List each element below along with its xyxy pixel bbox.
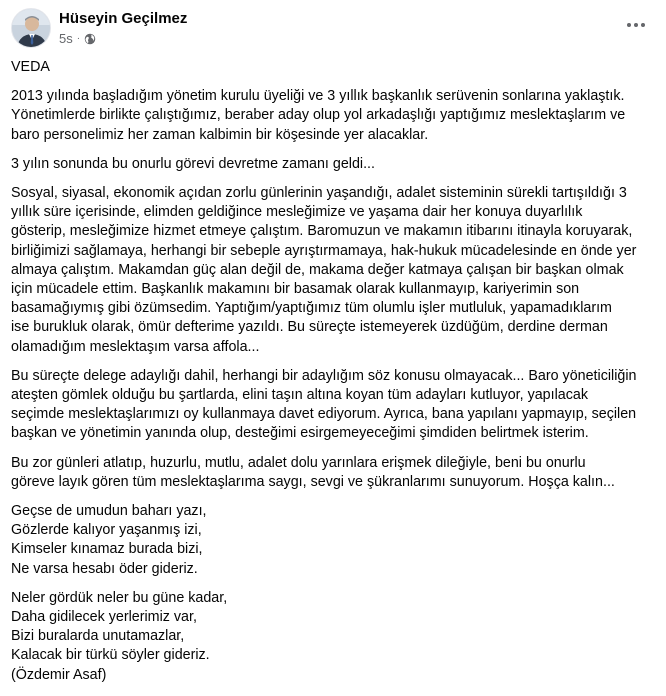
post-text-line: VEDA <box>11 59 50 75</box>
post-text-line: Bu zor günleri atlatıp, huzurlu, mutlu, adalet dolu yarınlara erişmek dileğiyle, beni bu onurlu <box>11 454 586 471</box>
post-text-line: ateşten gömlek olduğu bu şartlarda, elini taşın altına koyan tüm adayları kutluyor, yapılacak <box>11 387 588 404</box>
post-text-line: seçimde meslektaşlarımızı oy kullanmaya davet ediyorum. Ayrıca, bana yapılanı yapmayıp, seçilen <box>11 406 637 423</box>
post-text-line: 3 yılın sonunda bu onurlu görevi devretme zamanı geldi... <box>11 155 375 172</box>
post-text-line: Neler gördük neler bu güne kadar, <box>11 589 228 606</box>
post-text-line: gösterip, mesleğimize hizmet etmeye çalıştım. Baromuzun ve makamın itibarını itinayla koruyarak, <box>11 223 633 240</box>
post-text-line: Bizi buralarda unutamazlar, <box>11 628 185 645</box>
post-text-line: yıllık süre içerisinde, elimden geldiğince mesleğimize ve yaşama dair her konuya duyarlılık <box>11 204 583 221</box>
post-text-line: Yönetimlerde birlikte çalıştığımız, beraber aday olup yol arkadaşlığı yaptığımız meslektaşlarım ve <box>11 107 626 124</box>
post-paragraph <box>11 184 661 357</box>
meta-separator: · <box>76 33 81 44</box>
post-paragraph <box>11 87 661 145</box>
post-paragraph <box>11 502 661 579</box>
globe-icon <box>84 33 96 45</box>
post-text-line: için mücadele ettim. Başkanlık makamını bir basamak olarak kullanmayıp, kariyerimin son <box>11 281 580 298</box>
post-text-line: Ne varsa hesabı öder gideriz. <box>11 560 198 577</box>
post-text-line: almaya çalıştım. Makamdan güç alan değil de, makama değer katmaya çalışan bir başkan olmak <box>11 261 624 278</box>
post-body <box>11 58 661 695</box>
post-text-line: Gözlerde kalıyor yaşanmış izi, <box>11 522 202 539</box>
post-paragraph <box>11 589 661 685</box>
post-text-line: (Özdemir Asaf) <box>11 666 107 683</box>
post-text-line: Daha gidilecek yerlerimiz var, <box>11 609 197 626</box>
post-text-line: başkan ve yönetimin yanında olup, desteğimi esirgemeyeceğimi şimdiden belirtmek isterim. <box>11 425 589 442</box>
post-header <box>11 8 655 50</box>
post-text-line: basamağıymış gibi özümsedim. Yaptığım/yaptığımız tüm olumlu işler mutluluk, yapamadıklarım <box>11 300 612 317</box>
post-text-line: olamadığım meslektaşım varsa affola... <box>11 338 260 355</box>
post-text-line: Geçse de umudun baharı yazı, <box>11 503 207 520</box>
post-text-line: 2013 yılında başladığım yönetim kurulu üyeliği ve 3 yıllık başkanlık serüvenin sonlarına yaklaştık. <box>11 88 625 105</box>
post-text-line: Kimseler kınamaz burada bizi, <box>11 541 203 558</box>
post-text-line: birliğimizi sağlamaya, herhangi bir sebeple ayrıştırmamaya, hak-hukuk mücadelesinde en önde yer <box>11 242 637 259</box>
post-text-line: Sosyal, siyasal, ekonomik açıdan zorlu günlerinin yaşandığı, adalet sisteminin sürekli tartışıldığı 3 <box>11 185 627 202</box>
post-paragraph <box>11 454 661 492</box>
author-name[interactable]: Hüseyin Geçilmez <box>59 10 188 27</box>
more-options-button[interactable] <box>623 14 649 36</box>
post-meta <box>59 31 96 46</box>
avatar-photo-icon <box>12 9 51 48</box>
post-paragraph <box>11 367 661 444</box>
post-text-line: Kalacak bir türkü söyler gideriz. <box>11 647 210 664</box>
post-timestamp[interactable]: 5s <box>59 31 73 46</box>
post-paragraph <box>11 155 661 174</box>
post-text-line: baro personelimiz her zaman kalbimin bir köşesinde yer alacaklar. <box>11 126 429 143</box>
avatar[interactable] <box>11 8 51 48</box>
post-paragraph <box>11 58 661 77</box>
more-options-icon <box>626 22 646 28</box>
post-text-line: ise burukluk olarak, ömür defterime yazıldı. Bu süreçte istemeyerek üzdüğüm, derdine derman <box>11 319 608 336</box>
post-text-line: Bu süreçte delege adaylığı dahil, herhangi bir adaylığım söz konusu olmayacak... Baro yöneticiliğin <box>11 367 637 384</box>
post-text-line: göreve layık gören tüm meslektaşlarıma saygı, sevgi ve şükranlarımı sunuyorum. Hoşça kalın... <box>11 473 615 490</box>
